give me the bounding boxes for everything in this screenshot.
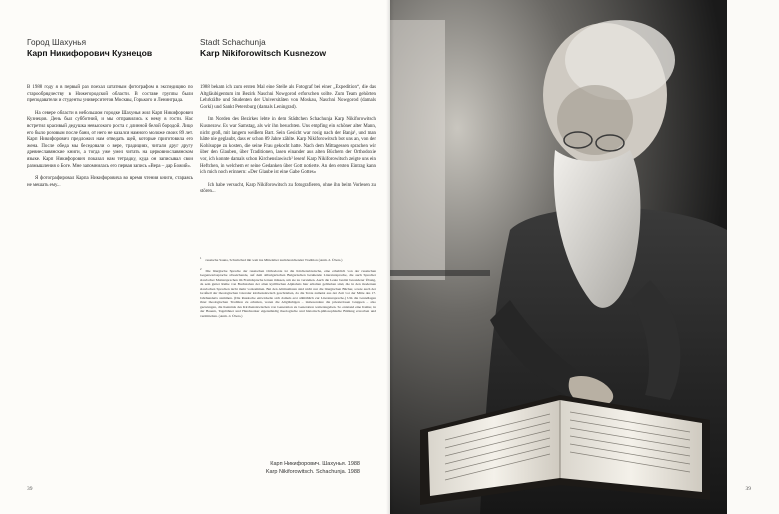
russian-paragraph: В 1988 году я в первый раз поехал штатным фотографом в экспедицию по старообрядчеству в Нижегородской области. В составе группы были преподаватели и студенты университетов Москвы, Горького и Ленинграда. [27,85,193,104]
german-title-heading: Karp Nikiforowitsch Kusnezow [200,48,327,58]
russian-paragraph: На севере области в небольшом городке Шахунья жил Карп Никифорович Кузнецов. День был субботний, и мы отправились к нему в гости. Нас встретил красивый дедушка невысокого роста с длинной белой бородой. Лицо его было розовым после бани, от него не казался намного моложе своих 89 лет. Карп Никифорович предложил нам отведать щей, которые приготовила его жена. После обеда мы беседовали о вере, традициях, читали друг другу древнеславянские книги, а тогда уже умел читать на церковнославянском языке. Карп Никифорович показал нам тетрадку, куда он записывал свои размышления о Боге. Мне запомнилась его первая запись «Вера – дар Божий». [27,110,193,169]
caption-russian: Карп Никифорович. Шахунья. 1988 [270,461,360,467]
footnote-mark: 1 [200,256,202,260]
photo-caption [266,460,360,476]
german-column [200,38,376,196]
page-number-right: 39 [745,486,751,492]
russian-place-heading: Город Шахунья [27,38,87,47]
german-paragraph: Im Norden des Bezirkes lebte in dem Städtchen Schachunja Karp Nikiforowitsch Kusnezow. Es war Samstag, als wir ihn besuchten. Uns empfing ein schöner alter Mann, nicht groß, mit langem weißem Bart. Sein Gesicht war rosig nach der Banja¹, und man hätte nie geglaubt, dass er schon 89 Jahre zählte. Karp Nikiforowitsch bot uns an, von der Kohlsuppe zu kosten, die seine Frau gekocht hatte. Nach dem Mittagessen sprachen wir über den Glauben, über Traditionen, lasen einander aus alten Büchern der Orthodoxie vor, ich konnte damals schon Kirchenslawisch² lesen! Karp Nikiforowitsch zeigte uns ein Heftchen, in welchem er seine Gedanken über Gott notierte. An den ersten Eintrag kann ich mich noch erinnern: »Der Glaube ist eine Gabe Gottes« [200,117,376,176]
footnotes [200,256,376,322]
footnote-text: russische Sauna, Schwitzbad mit weit ins Mittelalter zurückreichender Tradition (Anm. d. Übers.) [205,258,343,263]
spine-shadow [386,0,394,514]
footnote [200,256,376,263]
russian-body-text [27,85,193,189]
caption-german: Karp Nikiforowitsch. Schachunja. 1988 [265,469,360,475]
russian-paragraph: Я фотографировал Карпа Никифоровича во время чтения книги, стараясь не мешать ему... [27,176,193,188]
russian-column [27,38,193,189]
page-number-left: 39 [27,486,33,492]
german-place-heading: Stadt Schachunja [200,38,266,47]
german-body-text [200,85,376,196]
footnote [200,267,376,319]
footnote-text: Die liturgische Sprache der russischen Orthodoxie ist die Kirchenslawische, eine erheblich von der russischen Gegenwartssprache abweichende, auf dem altbulgarischen Bulgarischen beruhende Literatursprache, die auch Sprecher slawischer Muttersprachen im Fremdsprache lernen müssen, um sie zu verstehen. Auch die Leute besitzt besonderer Übung, da sein gutter Reihe von Buchstaben der alten kyrillischen Alphabets hier erhalten geblieben sind, die in den modernen slawischen Sprachen nicht mehr vorkommen. Bei den Altritualisten sind nicht nur die liturgischen Bücher, sowie auch der Großteil der theologischen Literatur kirchenslawisch geschrieben, da die Texte zumeist aus der Zeit vor der Mitte des 17. Jahrhunderts stammen. (Die Russische entwickelte sich damals erst allmählich zur Literatursprache.) Um die Grundlagen ihrer theologischen Tradition zu erhalten, waren die Altgläubigen – insbesondere die priesterlosen Gruppen – also gezwungen, die Kenntnis des Kirchenslawischen von Generation zu Generation weiterzugeben. So entstand eine Kultur, in der Bauern, Tagelöhner und Handwerker eigenständig theologische und historisch-philosophische Bildung erworben und vermittelten. (Anm. d. Übers.) [200,268,376,318]
photo-illustration [390,0,727,514]
footnote-mark: 2 [200,266,202,271]
german-paragraph: Ich habe versucht, Karp Nikiforowitsch zu fotografieren, ohne ihn beim Vorlesen zu stören... [200,182,376,195]
portrait-photo [390,0,727,514]
russian-title-heading: Карп Никифорович Кузнецов [27,48,153,58]
german-paragraph: 1988 bekam ich zum ersten Mal eine Stelle als Fotograf bei einer „Expedition“, die das Altgläubigentum im Bezirk Naschni Nowgorod erforschen sollte. Zum Team gehörten Lehrkräfte und Studenten der Universitäten von Moskau, Naschni Nowgorod (damals Gorki) und Sankt Petersburg (damals Leningrad). [200,85,376,110]
